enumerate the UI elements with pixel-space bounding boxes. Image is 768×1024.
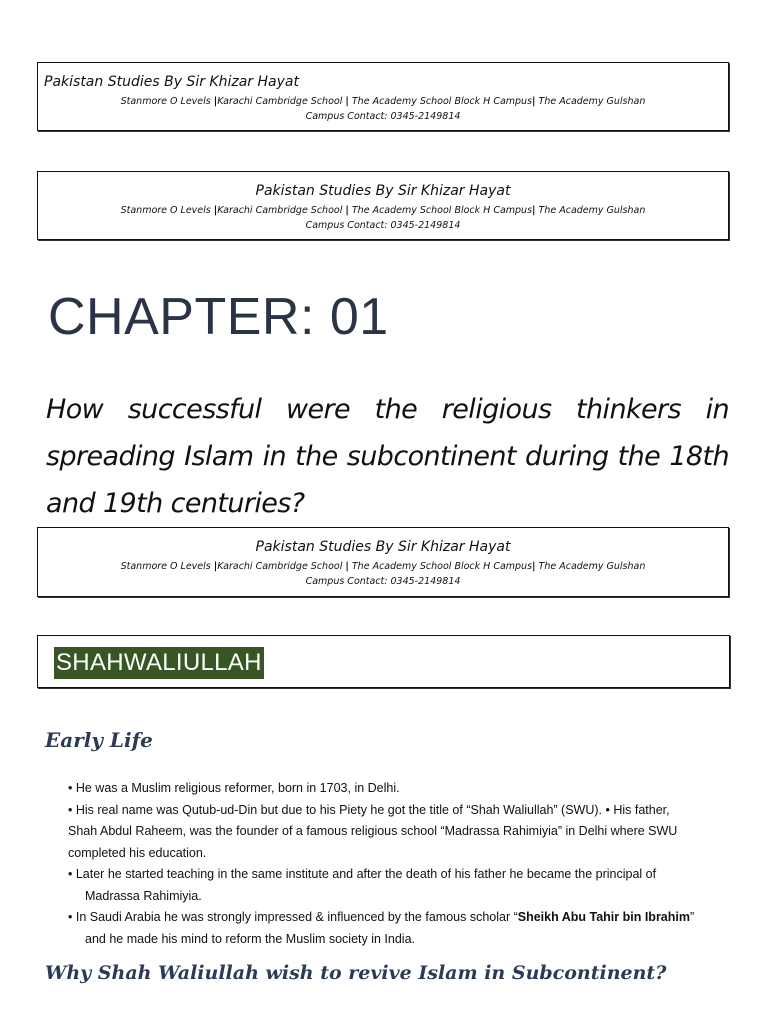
campus-contact: Campus Contact: 0345-2149814 — [305, 220, 461, 231]
campus-2: Karachi Cambridge School — [217, 205, 346, 216]
campus-1: Stanmore O Levels — [120, 96, 214, 107]
bullet-text: ” — [690, 910, 695, 924]
campus-3: The Academy School Block H Campus — [348, 561, 533, 572]
bullet-text: • In Saudi Arabia he was strongly impressed & influenced by the famous scholar “ — [68, 910, 518, 924]
early-life-heading: Early Life — [45, 728, 153, 752]
campus-4: The Academy Gulshan — [535, 205, 646, 216]
letterhead-campuses — [38, 94, 728, 124]
bullet-line: Shah Abdul Raheem, was the founder of a famous religious school “Madrassa Rahimiyia” in Delhi where SWU — [68, 824, 678, 838]
letterhead-campuses — [38, 203, 728, 233]
letterhead-campuses — [38, 559, 728, 589]
separator: | — [532, 561, 536, 572]
letterhead-title: Pakistan Studies By Sir Khizar Hayat — [255, 183, 511, 199]
separator: | — [345, 561, 349, 572]
why-heading: Why Shah Waliullah wish to revive Islam in Subcontinent? — [45, 962, 667, 984]
campus-1: Stanmore O Levels — [120, 205, 214, 216]
chapter-title: CHAPTER: 01 — [48, 288, 389, 346]
campus-3: The Academy School Block H Campus — [348, 205, 533, 216]
bullet-line: • Later he started teaching in the same institute and after the death of his father he became the principal of — [68, 867, 657, 881]
scholar-name: Sheikh Abu Tahir bin Ibrahim — [517, 910, 690, 924]
bullet-line: completed his education. — [68, 845, 207, 860]
bullet-line: and he made his mind to reform the Muslim society in India. — [85, 931, 416, 946]
bullet-line: Madrassa Rahimiyia. — [85, 888, 202, 903]
letterhead-title: Pakistan Studies By Sir Khizar Hayat — [255, 539, 511, 555]
separator: | — [345, 205, 349, 216]
campus-2: Karachi Cambridge School — [217, 96, 346, 107]
bullet-line: • He was a Muslim religious reformer, born in 1703, in Delhi. — [68, 781, 400, 795]
campus-4: The Academy Gulshan — [535, 561, 646, 572]
letterhead-box-3 — [37, 527, 729, 597]
early-life-bullets — [62, 778, 712, 950]
letterhead-box-2 — [37, 171, 729, 240]
separator: | — [532, 205, 536, 216]
chapter-question: How successful were the religious thinkers in spreading Islam in the subcontinent during the 18th and 19th centuries? — [46, 394, 729, 519]
separator: | — [213, 561, 218, 572]
campus-3: The Academy School Block H Campus — [348, 96, 533, 107]
separator: | — [345, 96, 349, 107]
letterhead-title: Pakistan Studies By Sir Khizar Hayat — [44, 74, 299, 90]
separator: | — [213, 205, 218, 216]
bullet-line: • His real name was Qutub-ud-Din but due to his Piety he got the title of “Shah Waliullah” (SWU). • His father, — [68, 802, 670, 817]
letterhead-box-1 — [37, 62, 729, 131]
campus-1: Stanmore O Levels — [120, 561, 214, 572]
separator: | — [532, 96, 536, 107]
bullet-line — [62, 907, 712, 929]
campus-4: The Academy Gulshan — [535, 96, 646, 107]
campus-2: Karachi Cambridge School — [217, 561, 346, 572]
section-header-box — [37, 635, 730, 688]
campus-contact: Campus Contact: 0345-2149814 — [305, 576, 461, 587]
separator: | — [213, 96, 218, 107]
campus-contact: Campus Contact: 0345-2149814 — [305, 111, 461, 122]
section-title: SHAHWALIULLAH — [54, 647, 264, 679]
